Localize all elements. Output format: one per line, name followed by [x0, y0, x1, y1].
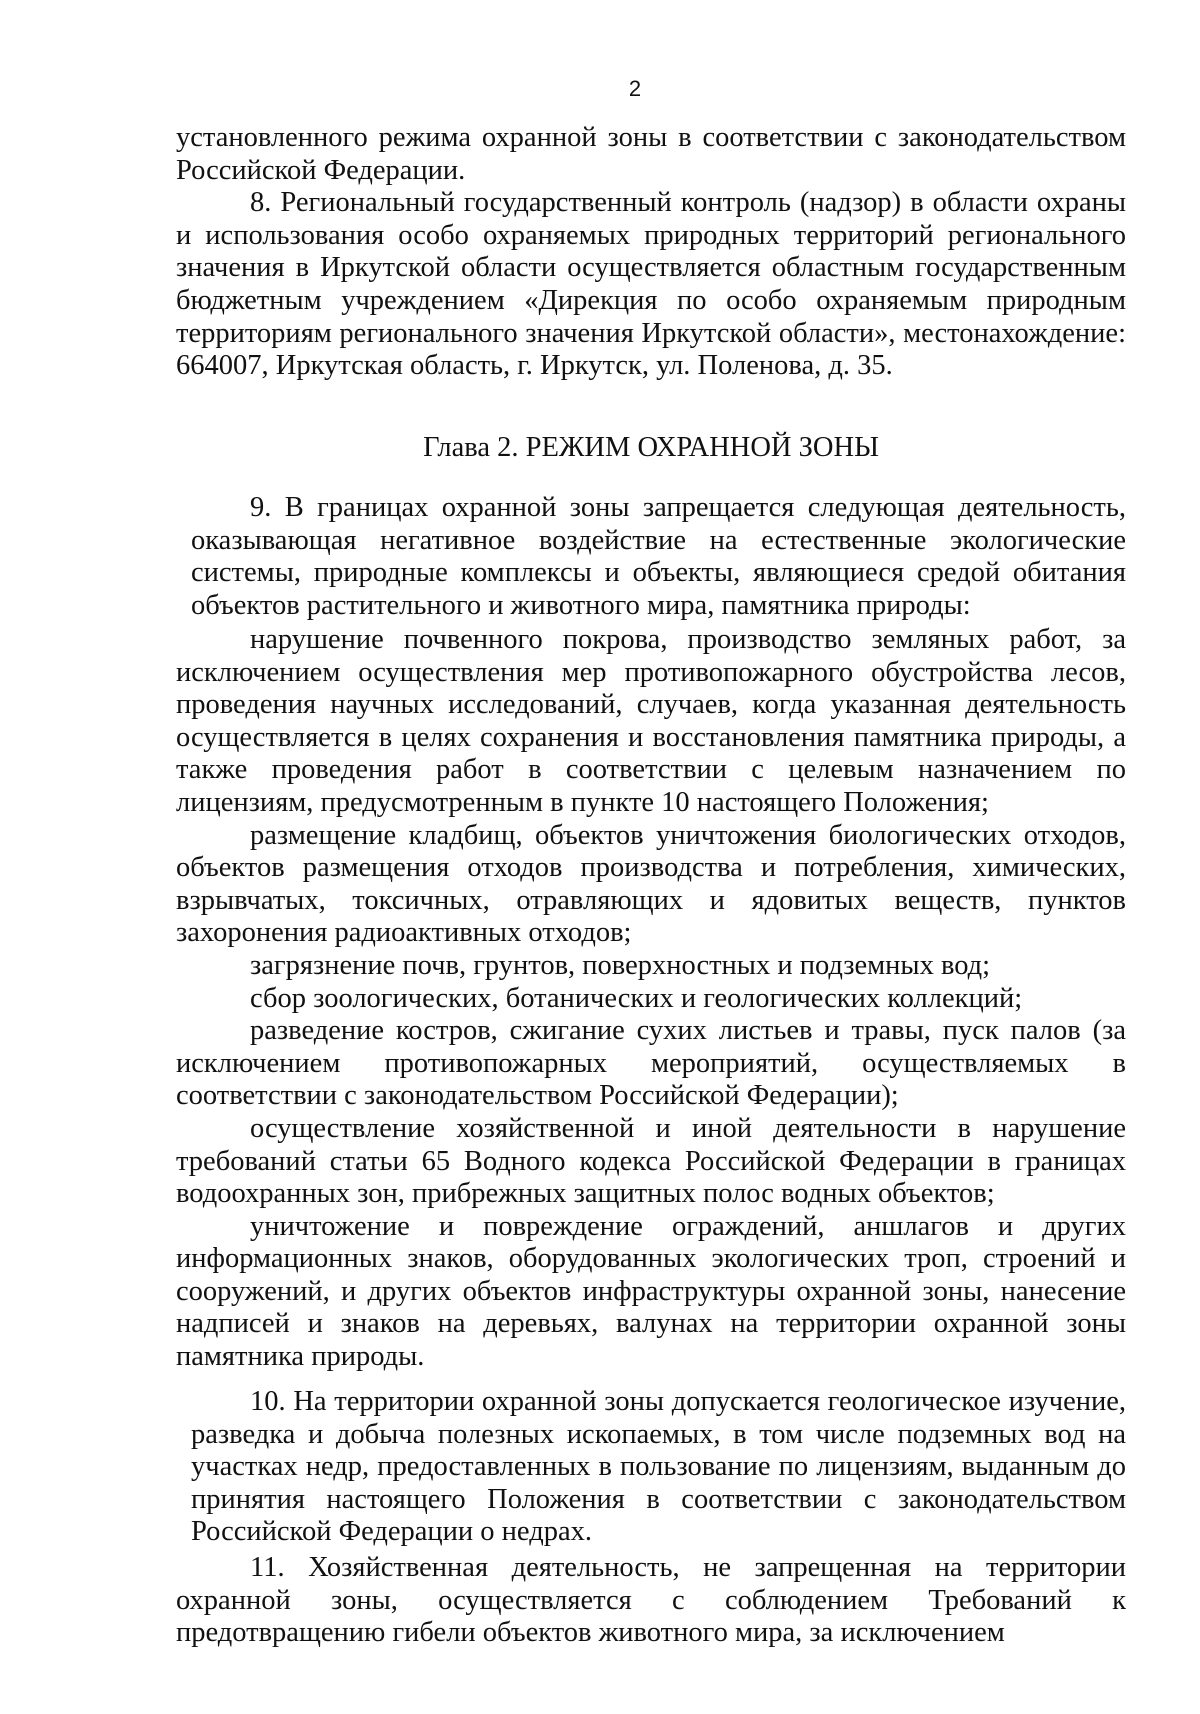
- item-11-section: [176, 1552, 1126, 1650]
- continuation-paragraph: установленного режима охранной зоны в соответствии с законодательством Российской Федерации.: [176, 122, 1126, 186]
- item-10-section: [191, 1386, 1126, 1549]
- prohibitions-list: [176, 624, 1126, 1374]
- prohibition-item: размещение кладбищ, объектов уничтожения биологических отходов, объектов размещения отходов производства и потребления, химических, взрывчатых, токсичных, отравляющих и ядовитых веществ, пунктов захоронения радиоактивных отходов;: [176, 819, 1126, 949]
- intro-section: [176, 122, 1126, 383]
- prohibition-item: разведение костров, сжигание сухих листьев и травы, пуск палов (за исключением противопожарных мероприятий, осуществляемых в соответствии с законодательством Российской Федерации);: [176, 1015, 1126, 1112]
- prohibition-item: нарушение почвенного покрова, производство земляных работ, за исключением осуществления мер противопожарного обустройства лесов, проведения научных исследований, случаев, когда указанная деятельность осуществляется в целях сохранения и восстановления памятника природы, а также проведения работ в соответствии с целевым назначением по лицензиям, предусмотренным в пункте 10 настоящего Положения;: [176, 624, 1126, 818]
- item-9-paragraph: 9. В границах охранной зоны запрещается следующая деятельность, оказывающая негативное воздействие на естественные экологические системы, природные комплексы и объекты, являющиеся средой обитания объектов растительного и животного мира, памятника природы:: [191, 492, 1126, 621]
- item-8-paragraph: 8. Региональный государственный контроль (надзор) в области охраны и использования особо охраняемых природных территорий регионального значения в Иркутской области осуществляется областным государственным бюджетным учреждением «Дирекция по особо охраняемым природным территориям регионального значения Иркутской области», местонахождение: 664007, Иркутская область, г. Иркутск, ул. Поленова, д. 35.: [176, 187, 1126, 382]
- item-11-paragraph: 11. Хозяйственная деятельность, не запрещенная на территории охранной зоны, осуществляется с соблюдением Требований к предотвращению гибели объектов животного мира, за исключением: [176, 1552, 1126, 1649]
- prohibition-item: сбор зоологических, ботанических и геологических коллекций;: [250, 982, 1023, 1014]
- item-9-section: [191, 492, 1126, 622]
- prohibition-item: уничтожение и повреждение ограждений, аншлагов и других информационных знаков, оборудованных экологических троп, строений и сооружений, и других объектов инфраструктуры охранной зоны, нанесение надписей и знаков на деревьях, валунах на территории охранной зоны памятника природы.: [176, 1210, 1126, 1373]
- page-number: 2: [628, 76, 642, 101]
- prohibition-item: осуществление хозяйственной и иной деятельности в нарушение требований статьи 65 Водного кодекса Российской Федерации в границах водоохранных зон, прибрежных защитных полос водных объектов;: [176, 1112, 1126, 1210]
- item-10-paragraph: 10. На территории охранной зоны допускается геологическое изучение, разведка и добыча полезных ископаемых, в том числе подземных вод на участках недр, предоставленных в пользование по лицензиям, выданным до принятия настоящего Положения в соответствии с законодательством Российской Федерации о недрах.: [191, 1386, 1126, 1548]
- prohibition-item: загрязнение почв, грунтов, поверхностных и подземных вод;: [250, 949, 991, 981]
- chapter-heading: Глава 2. РЕЖИМ ОХРАННОЙ ЗОНЫ: [423, 432, 879, 463]
